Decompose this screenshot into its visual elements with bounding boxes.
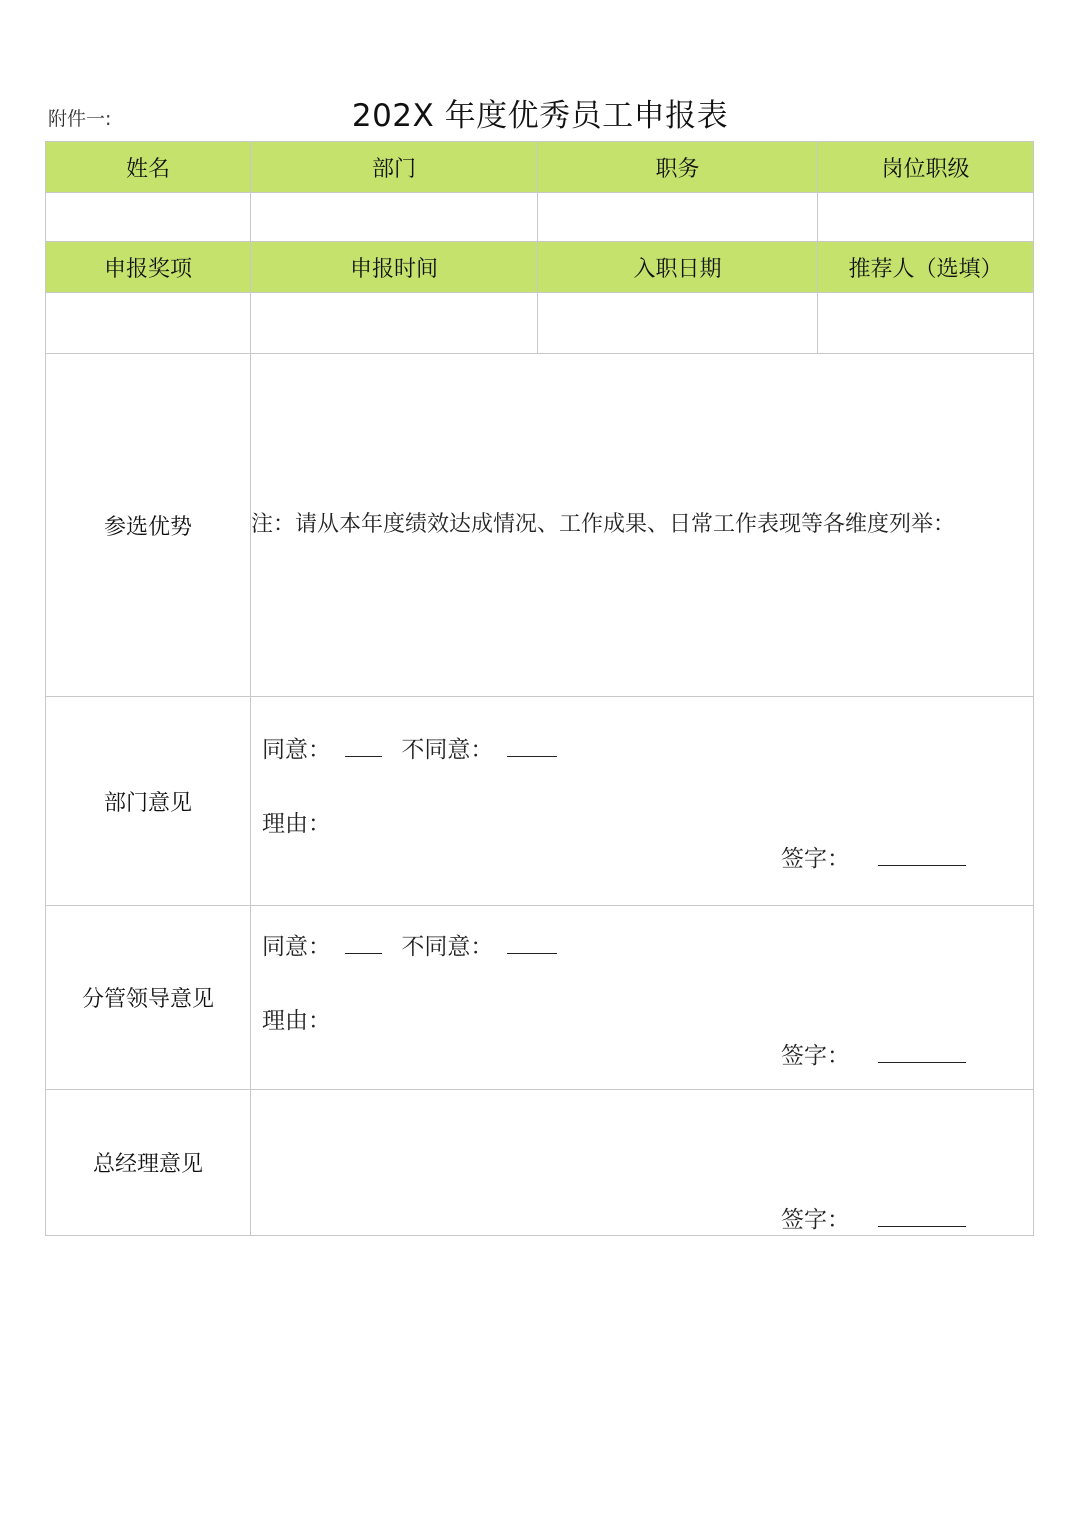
gm-signature-label: 签字： bbox=[781, 1207, 850, 1233]
advantages-field[interactable] bbox=[251, 354, 1034, 697]
attachment-label: 附件一: bbox=[48, 108, 112, 130]
gm-opinion-row bbox=[46, 1090, 1034, 1236]
application-form-table bbox=[45, 141, 1034, 1236]
header-recommender: 推荐人（选填） bbox=[818, 242, 1034, 293]
leader-disagree-label: 不同意： bbox=[401, 934, 494, 960]
department-agree-blank[interactable] bbox=[345, 736, 382, 757]
header-row-award-info bbox=[46, 242, 1034, 293]
name-field[interactable] bbox=[46, 193, 251, 242]
leader-signature-blank[interactable] bbox=[878, 1042, 966, 1063]
department-signature-label: 签字： bbox=[781, 846, 850, 872]
apply-time-field[interactable] bbox=[251, 293, 538, 354]
header-department: 部门 bbox=[251, 142, 538, 193]
input-row-award-info bbox=[46, 293, 1034, 354]
input-row-basic-info bbox=[46, 193, 1034, 242]
department-signature-blank[interactable] bbox=[878, 845, 966, 866]
header-job-level: 岗位职级 bbox=[818, 142, 1034, 193]
leader-agree-blank[interactable] bbox=[345, 933, 382, 954]
department-field[interactable] bbox=[251, 193, 538, 242]
department-signature bbox=[781, 840, 966, 873]
department-disagree-blank[interactable] bbox=[507, 736, 557, 757]
header-row-basic-info bbox=[46, 142, 1034, 193]
advantages-note: 注：请从本年度绩效达成情况、工作成果、日常工作表现等各维度列举： bbox=[251, 512, 956, 537]
department-opinion-label: 部门意见 bbox=[46, 697, 251, 906]
leader-opinion-row bbox=[46, 906, 1034, 1090]
recommender-field[interactable] bbox=[818, 293, 1034, 354]
department-agree-line bbox=[262, 731, 557, 764]
department-reason-label: 理由： bbox=[262, 811, 331, 837]
advantages-label: 参选优势 bbox=[46, 354, 251, 697]
leader-signature-label: 签字： bbox=[781, 1043, 850, 1069]
leader-agree-line bbox=[262, 928, 557, 961]
gm-opinion-label: 总经理意见 bbox=[46, 1090, 251, 1236]
leader-agree-label: 同意： bbox=[262, 934, 331, 960]
header-position: 职务 bbox=[538, 142, 818, 193]
department-opinion-field[interactable] bbox=[251, 697, 1034, 906]
form-title: 202X 年度优秀员工申报表 bbox=[351, 98, 729, 134]
header-hire-date: 入职日期 bbox=[538, 242, 818, 293]
gm-opinion-field[interactable] bbox=[251, 1090, 1034, 1236]
header-award: 申报奖项 bbox=[46, 242, 251, 293]
hire-date-field[interactable] bbox=[538, 293, 818, 354]
department-disagree-label: 不同意： bbox=[401, 737, 494, 763]
gm-signature bbox=[781, 1201, 966, 1234]
header-name: 姓名 bbox=[46, 142, 251, 193]
leader-opinion-field[interactable] bbox=[251, 906, 1034, 1090]
leader-opinion-label: 分管领导意见 bbox=[46, 906, 251, 1090]
department-opinion-row bbox=[46, 697, 1034, 906]
advantages-row bbox=[46, 354, 1034, 697]
award-field[interactable] bbox=[46, 293, 251, 354]
leader-disagree-blank[interactable] bbox=[507, 933, 557, 954]
job-level-field[interactable] bbox=[818, 193, 1034, 242]
gm-signature-blank[interactable] bbox=[878, 1206, 966, 1227]
position-field[interactable] bbox=[538, 193, 818, 242]
leader-reason-label: 理由： bbox=[262, 1008, 331, 1034]
header-apply-time: 申报时间 bbox=[251, 242, 538, 293]
department-agree-label: 同意： bbox=[262, 737, 331, 763]
leader-signature bbox=[781, 1037, 966, 1070]
